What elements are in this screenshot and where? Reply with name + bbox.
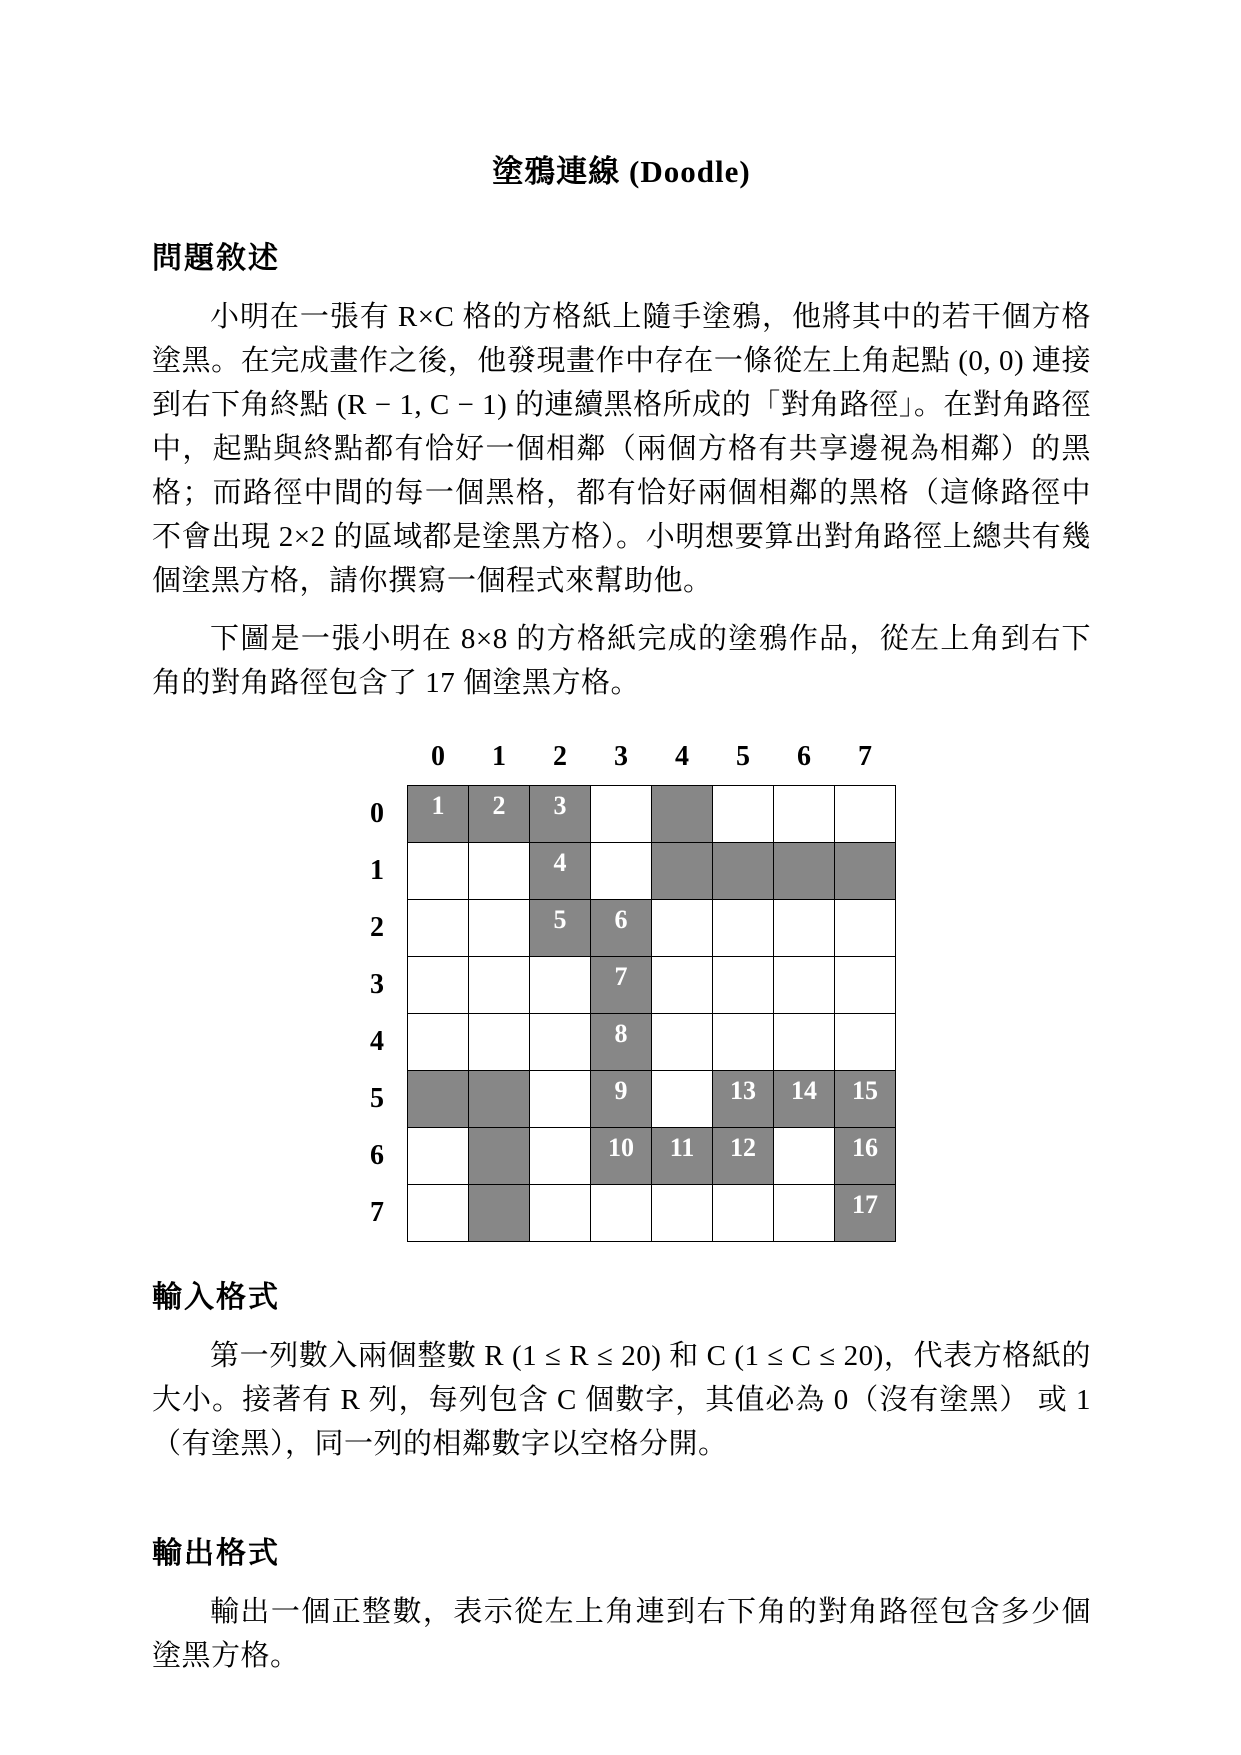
section-heading-input: 輸入格式 [152, 1281, 280, 1314]
grid-cell-r7-c6 [774, 1185, 835, 1242]
grid-cell-r4-c0 [408, 1014, 469, 1071]
grid-row-7 [347, 1185, 896, 1242]
grid-cell-r2-c2: 5 [530, 900, 591, 957]
grid-cell-r3-c7 [835, 957, 896, 1014]
grid-cell-r2-c1 [469, 900, 530, 957]
grid-cell-r3-c6 [774, 957, 835, 1014]
grid-cell-r2-c4 [652, 900, 713, 957]
grid-cell-r7-c0 [408, 1185, 469, 1242]
grid-row-3 [347, 957, 896, 1014]
grid-cell-r0-c2: 3 [530, 786, 591, 843]
grid-cell-r4-c7 [835, 1014, 896, 1071]
grid-col-header-1: 1 [492, 741, 506, 772]
grid-cell-r1-c7 [835, 843, 896, 900]
problem-paragraph-1: 小明在一張有 R×C 格的方格紙上隨手塗鴉，他將其中的若干個方格塗黑。在完成畫作之後，他發現畫作中存在一條從左上角起點 (0, 0) 連接到右下角終點 (R − 1, C − 1) 的連續黑格所成的「對角路徑」。在對角路徑中，起點與終點都有恰好一個相鄰（兩個方格有共享邊視為相鄰）的黑格；而路徑中間的每一個黑格，都有恰好兩個相鄰的黑格（這條路徑中不會出現 2×2 的區域都是塗黑方格）。小明想要算出對角路徑上總共有幾個塗黑方格，請你撰寫一個程式來幫助他。 [152, 301, 1091, 597]
grid-cell-r6-c5: 12 [713, 1128, 774, 1185]
grid-cell-r7-c2 [530, 1185, 591, 1242]
doodle-grid [347, 729, 896, 1242]
grid-row-5 [347, 1071, 896, 1128]
grid-cell-r1-c3 [591, 843, 652, 900]
grid-row-header-5: 5 [370, 1083, 384, 1114]
grid-cell-r6-c3: 10 [591, 1128, 652, 1185]
grid-cell-r5-c7: 15 [835, 1071, 896, 1128]
grid-cell-r7-c3 [591, 1185, 652, 1242]
grid-cell-r0-c6 [774, 786, 835, 843]
doodle-figure [347, 729, 1091, 1242]
grid-cell-r1-c6 [774, 843, 835, 900]
grid-cell-r0-c5 [713, 786, 774, 843]
grid-row-header-7: 7 [370, 1197, 384, 1228]
grid-cell-r5-c1 [469, 1071, 530, 1128]
grid-row-0 [347, 786, 896, 843]
grid-cell-r7-c1 [469, 1185, 530, 1242]
grid-cell-r3-c3: 7 [591, 957, 652, 1014]
grid-cell-r2-c6 [774, 900, 835, 957]
grid-row-header-6: 6 [370, 1140, 384, 1171]
grid-cell-r5-c4 [652, 1071, 713, 1128]
section-heading-problem: 問題敘述 [152, 242, 280, 275]
grid-cell-r3-c1 [469, 957, 530, 1014]
grid-cell-r2-c5 [713, 900, 774, 957]
problem-paragraph-2: 下圖是一張小明在 8×8 的方格紙完成的塗鴉作品，從左上角到右下角的對角路徑包含了 17 個塗黑方格。 [152, 623, 1091, 699]
grid-header-row [347, 729, 896, 786]
grid-cell-r5-c0 [408, 1071, 469, 1128]
grid-row-header-2: 2 [370, 912, 384, 943]
grid-cell-r2-c0 [408, 900, 469, 957]
grid-corner-cell [347, 729, 408, 786]
grid-col-header-0: 0 [431, 741, 445, 772]
section-heading-output: 輸出格式 [152, 1537, 280, 1570]
grid-cell-r4-c5 [713, 1014, 774, 1071]
grid-cell-r5-c5: 13 [713, 1071, 774, 1128]
grid-col-header-7: 7 [858, 741, 872, 772]
grid-cell-r6-c1 [469, 1128, 530, 1185]
grid-cell-r3-c0 [408, 957, 469, 1014]
grid-cell-r1-c0 [408, 843, 469, 900]
grid-cell-r1-c1 [469, 843, 530, 900]
grid-cell-r3-c5 [713, 957, 774, 1014]
input-paragraph: 第一列數入兩個整數 R (1 ≤ R ≤ 20) 和 C (1 ≤ C ≤ 20)，代表方格紙的大小。接著有 R 列，每列包含 C 個數字，其值必為 0（沒有塗黑） 或 1（有塗黑），同一列的相鄰數字以空格分開。 [152, 1340, 1091, 1460]
grid-cell-r6-c4: 11 [652, 1128, 713, 1185]
grid-cell-r1-c5 [713, 843, 774, 900]
grid-cell-r5-c6: 14 [774, 1071, 835, 1128]
grid-col-header-4: 4 [675, 741, 689, 772]
grid-cell-r5-c2 [530, 1071, 591, 1128]
grid-cell-r2-c7 [835, 900, 896, 957]
grid-cell-r6-c0 [408, 1128, 469, 1185]
grid-cell-r7-c4 [652, 1185, 713, 1242]
grid-cell-r0-c4 [652, 786, 713, 843]
grid-cell-r7-c7: 17 [835, 1185, 896, 1242]
grid-row-header-4: 4 [370, 1026, 384, 1057]
grid-cell-r7-c5 [713, 1185, 774, 1242]
grid-row-1 [347, 843, 896, 900]
grid-cell-r4-c6 [774, 1014, 835, 1071]
grid-col-header-3: 3 [614, 741, 628, 772]
grid-row-header-1: 1 [370, 855, 384, 886]
grid-cell-r6-c6 [774, 1128, 835, 1185]
grid-cell-r6-c7: 16 [835, 1128, 896, 1185]
page-title: 塗鴉連線 (Doodle) [492, 154, 751, 189]
grid-col-header-5: 5 [736, 741, 750, 772]
grid-cell-r0-c0: 1 [408, 786, 469, 843]
grid-cell-r4-c4 [652, 1014, 713, 1071]
grid-cell-r3-c4 [652, 957, 713, 1014]
grid-row-6 [347, 1128, 896, 1185]
grid-cell-r0-c1: 2 [469, 786, 530, 843]
grid-row-2 [347, 900, 896, 957]
grid-row-header-0: 0 [370, 798, 384, 829]
grid-cell-r4-c3: 8 [591, 1014, 652, 1071]
grid-cell-r4-c1 [469, 1014, 530, 1071]
grid-row-header-3: 3 [370, 969, 384, 1000]
grid-cell-r5-c3: 9 [591, 1071, 652, 1128]
grid-cell-r4-c2 [530, 1014, 591, 1071]
grid-col-header-6: 6 [797, 741, 811, 772]
grid-cell-r0-c3 [591, 786, 652, 843]
grid-col-header-2: 2 [553, 741, 567, 772]
grid-cell-r6-c2 [530, 1128, 591, 1185]
grid-cell-r2-c3: 6 [591, 900, 652, 957]
output-paragraph: 輸出一個正整數，表示從左上角連到右下角的對角路徑包含多少個塗黑方格。 [152, 1596, 1091, 1672]
grid-cell-r1-c2: 4 [530, 843, 591, 900]
grid-cell-r3-c2 [530, 957, 591, 1014]
grid-cell-r0-c7 [835, 786, 896, 843]
grid-row-4 [347, 1014, 896, 1071]
grid-cell-r1-c4 [652, 843, 713, 900]
